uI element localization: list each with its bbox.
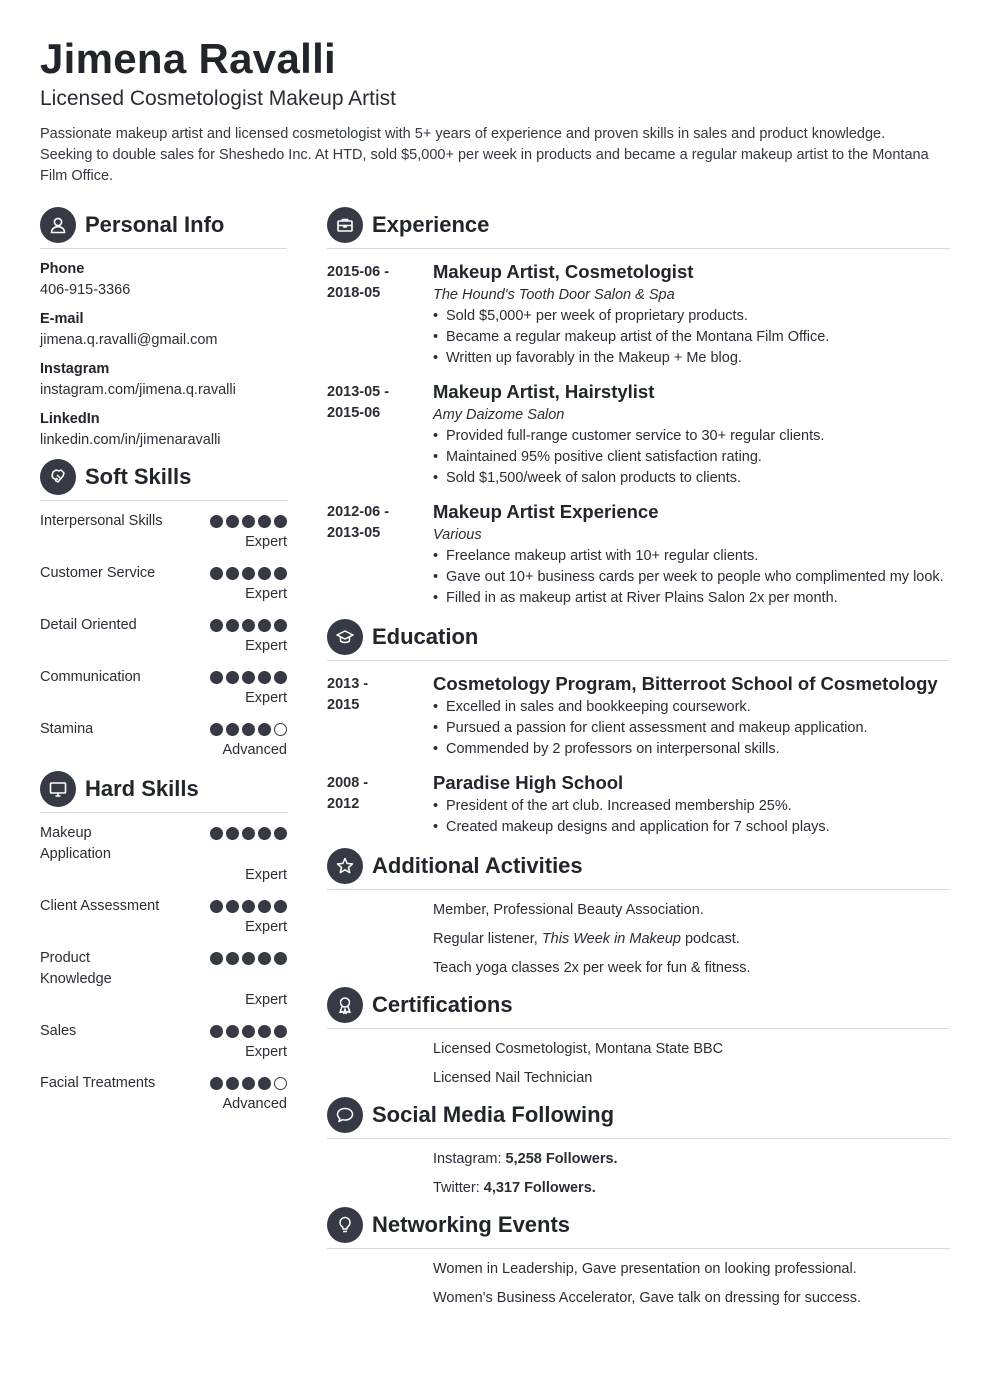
entry-date xyxy=(327,770,433,838)
experience-section xyxy=(327,207,950,609)
entry-title: Paradise High School xyxy=(433,772,624,793)
social-item xyxy=(433,1149,950,1170)
skill-name: Customer Service xyxy=(40,565,156,581)
section-title: Social Media Following xyxy=(372,1101,615,1127)
rating-dot-filled xyxy=(242,619,255,632)
graduation-cap-icon xyxy=(327,619,363,655)
bullet-item: • President of the art club. Increased membership 25%. xyxy=(433,796,950,817)
bullet-list xyxy=(433,796,950,838)
skill-rating xyxy=(210,515,287,528)
entry-date xyxy=(327,259,433,369)
rating-dot-filled xyxy=(258,1025,271,1038)
rating-dot-filled xyxy=(242,515,255,528)
networking-item: Women in Leadership, Gave presentation on looking professional. xyxy=(433,1261,857,1277)
skill-name: Detail Oriented xyxy=(40,617,137,633)
section-header xyxy=(327,987,950,1029)
activity-text: Teach yoga classes 2x per week for fun & fitness. xyxy=(433,960,751,976)
rating-dot-filled xyxy=(258,619,271,632)
section-title: Hard Skills xyxy=(85,775,199,801)
section-header xyxy=(40,459,287,501)
date-end: 2015 xyxy=(327,697,360,713)
activity-item xyxy=(433,929,950,950)
rating-dot-filled xyxy=(226,515,239,528)
info-label: LinkedIn xyxy=(40,411,100,427)
summary: Passionate makeup artist and licensed cosmetologist with 5+ years of experience and proven skills in sales and product knowledge. Seeking to double sales for Sheshedo Inc. At HTD, sold $5,000+ per week in products and became a regular makeup artist to the Montana Film Office. xyxy=(40,126,929,184)
bullet-list xyxy=(433,306,950,369)
skill-item xyxy=(40,948,287,1011)
lightbulb-icon xyxy=(327,1207,363,1243)
rating-dot-filled xyxy=(258,1077,271,1090)
skill-name: Communication xyxy=(40,669,141,685)
skill-level: Expert xyxy=(245,919,287,935)
entry-body xyxy=(433,499,950,609)
bullet-item: • Commended by 2 professors on interpersonal skills. xyxy=(433,739,950,760)
skill-level: Expert xyxy=(245,867,287,883)
candidate-name: Jimena Ravalli xyxy=(40,35,337,82)
rating-dot-filled xyxy=(210,671,223,684)
experience-entry xyxy=(327,379,950,489)
rating-dot-filled xyxy=(226,723,239,736)
skill-rating xyxy=(210,952,287,965)
rating-dot-empty xyxy=(274,1077,287,1090)
bullet-list xyxy=(433,426,950,489)
skill-name: Interpersonal Skills xyxy=(40,513,163,529)
rating-dot-filled xyxy=(258,900,271,913)
certification-item: Licensed Nail Technician xyxy=(433,1070,593,1086)
skill-rating xyxy=(210,723,287,736)
bullet-list xyxy=(433,546,950,609)
section-header xyxy=(327,1097,950,1139)
info-value: instagram.com/jimena.q.ravalli xyxy=(40,382,236,398)
section-title: Personal Info xyxy=(85,211,225,237)
entry-title: Cosmetology Program, Bitterroot School of Cosmetology xyxy=(433,673,938,694)
skill-level: Expert xyxy=(245,1044,287,1060)
date-end: 2018-05 xyxy=(327,285,381,301)
skill-name: Client Assessment xyxy=(40,898,160,914)
skill-level: Expert xyxy=(245,638,287,654)
right-column xyxy=(327,207,950,1317)
social-item xyxy=(433,1178,950,1199)
entry-date xyxy=(327,499,433,609)
section-title: Soft Skills xyxy=(85,463,192,489)
section-header xyxy=(40,207,287,249)
bullet-item: • Written up favorably in the Makeup + Me blog. xyxy=(433,348,950,369)
bullet-list xyxy=(433,697,950,760)
rating-dot-filled xyxy=(258,671,271,684)
rating-dot-filled xyxy=(226,567,239,580)
skill-name: Stamina xyxy=(40,721,94,737)
skill-rating xyxy=(210,827,287,840)
skill-level: Advanced xyxy=(222,1096,287,1112)
education-section xyxy=(327,619,950,838)
activity-text: Member, Professional Beauty Association. xyxy=(433,902,704,918)
rating-dot-filled xyxy=(210,952,223,965)
skill-item xyxy=(40,667,287,709)
skill-level: Advanced xyxy=(222,742,287,758)
skill-item xyxy=(40,615,287,657)
rating-dot-filled xyxy=(274,671,287,684)
rating-dot-filled xyxy=(274,567,287,580)
skill-name: Facial Treatments xyxy=(40,1075,156,1091)
social-platform: Twitter: xyxy=(433,1180,484,1196)
entry-body xyxy=(433,379,950,489)
date-end: 2012 xyxy=(327,796,360,812)
handshake-icon xyxy=(40,459,76,495)
rating-dot-filled xyxy=(258,723,271,736)
skill-level: Expert xyxy=(245,534,287,550)
section-header xyxy=(327,1207,950,1249)
skill-item xyxy=(40,896,287,938)
rating-dot-filled xyxy=(258,952,271,965)
skill-level: Expert xyxy=(245,690,287,706)
rating-dot-filled xyxy=(210,900,223,913)
date-start: 2012-06 - xyxy=(327,504,390,520)
skill-item xyxy=(40,511,287,553)
left-column xyxy=(40,207,287,1125)
activity-text-tail: podcast. xyxy=(680,931,740,947)
bullet-item: • Sold $1,500/week of salon products to clients. xyxy=(433,468,950,489)
skill-name: Sales xyxy=(40,1023,77,1039)
social-followers: 4,317 Followers. xyxy=(483,1180,596,1196)
skill-rating xyxy=(210,1025,287,1038)
bullet-item: • Sold $5,000+ per week of proprietary products. xyxy=(433,306,950,327)
rating-dot-filled xyxy=(226,1077,239,1090)
rating-dot-filled xyxy=(210,827,223,840)
entry-title: Makeup Artist, Cosmetologist xyxy=(433,261,694,282)
experience-entry xyxy=(327,499,950,609)
certification-item: Licensed Cosmetologist, Montana State BBC xyxy=(433,1041,724,1057)
info-value: 406-915-3366 xyxy=(40,282,131,298)
date-start: 2008 - xyxy=(327,775,369,791)
networking-item: Women's Business Accelerator, Gave talk on dressing for success. xyxy=(433,1290,862,1306)
social-platform: Instagram: xyxy=(433,1151,506,1167)
section-header xyxy=(327,848,950,890)
date-start: 2015-06 - xyxy=(327,264,390,280)
rating-dot-filled xyxy=(210,1077,223,1090)
skill-level: Expert xyxy=(245,586,287,602)
rating-dot-filled xyxy=(258,827,271,840)
rating-dot-filled xyxy=(226,671,239,684)
date-end: 2013-05 xyxy=(327,525,381,541)
rating-dot-filled xyxy=(210,515,223,528)
networking-section xyxy=(327,1207,950,1309)
section-title: Networking Events xyxy=(372,1211,571,1237)
award-ribbon-icon xyxy=(327,987,363,1023)
rating-dot-filled xyxy=(258,515,271,528)
section-header xyxy=(40,771,287,813)
section-title: Experience xyxy=(372,211,490,237)
skill-rating xyxy=(210,900,287,913)
rating-dot-filled xyxy=(242,1077,255,1090)
section-header xyxy=(327,619,950,661)
candidate-title: Licensed Cosmetologist Makeup Artist xyxy=(40,87,397,110)
skill-rating xyxy=(210,567,287,580)
date-start: 2013 - xyxy=(327,676,369,692)
skill-item xyxy=(40,1021,287,1063)
bullet-item: • Pursued a passion for client assessment and makeup application. xyxy=(433,718,950,739)
rating-dot-filled xyxy=(242,671,255,684)
rating-dot-filled xyxy=(274,952,287,965)
entry-date xyxy=(327,671,433,760)
bullet-item: • Excelled in sales and bookkeeping coursework. xyxy=(433,697,950,718)
skill-item xyxy=(40,823,287,886)
star-icon xyxy=(327,848,363,884)
skill-item xyxy=(40,719,287,761)
rating-dot-filled xyxy=(242,952,255,965)
rating-dot-filled xyxy=(226,900,239,913)
personal-info-section xyxy=(40,207,287,451)
speech-bubble-icon xyxy=(327,1097,363,1133)
rating-dot-filled xyxy=(274,1025,287,1038)
rating-dot-filled xyxy=(210,723,223,736)
entry-organization: The Hound's Tooth Door Salon & Spa xyxy=(433,287,675,303)
rating-dot-filled xyxy=(210,1025,223,1038)
section-title: Certifications xyxy=(372,991,513,1017)
bullet-item: • Created makeup designs and application for 7 school plays. xyxy=(433,817,950,838)
entry-organization: Various xyxy=(433,527,482,543)
skill-item xyxy=(40,563,287,605)
rating-dot-filled xyxy=(226,619,239,632)
soft-skills-section xyxy=(40,459,287,761)
hard-skills-section xyxy=(40,771,287,1115)
bullet-item: • Gave out 10+ business cards per week to people who complimented my look. xyxy=(433,567,950,588)
date-start: 2013-05 - xyxy=(327,384,390,400)
skill-name: Product Knowledge xyxy=(40,950,112,987)
rating-dot-filled xyxy=(242,723,255,736)
education-entry xyxy=(327,770,950,838)
activities-section xyxy=(327,848,950,979)
rating-dot-filled xyxy=(242,827,255,840)
skill-level: Expert xyxy=(245,992,287,1008)
skill-name: Makeup Application xyxy=(40,825,111,862)
rating-dot-empty xyxy=(274,723,287,736)
experience-entry xyxy=(327,259,950,369)
rating-dot-filled xyxy=(242,1025,255,1038)
monitor-icon xyxy=(40,771,76,807)
rating-dot-filled xyxy=(226,1025,239,1038)
person-icon xyxy=(40,207,76,243)
entry-title: Makeup Artist Experience xyxy=(433,501,659,522)
social-followers: 5,258 Followers. xyxy=(505,1151,618,1167)
certifications-section xyxy=(327,987,950,1089)
rating-dot-filled xyxy=(242,900,255,913)
activity-emphasis: This Week in Makeup xyxy=(541,931,681,947)
skill-rating xyxy=(210,671,287,684)
section-title: Additional Activities xyxy=(372,852,583,878)
entry-body xyxy=(433,671,950,760)
entry-title: Makeup Artist, Hairstylist xyxy=(433,381,655,402)
info-value: linkedin.com/in/jimenaravalli xyxy=(40,432,221,448)
skill-rating xyxy=(210,619,287,632)
bullet-item: • Provided full-range customer service to 30+ regular clients. xyxy=(433,426,950,447)
rating-dot-filled xyxy=(274,515,287,528)
rating-dot-filled xyxy=(210,619,223,632)
entry-organization: Amy Daizome Salon xyxy=(433,407,565,423)
education-entry xyxy=(327,671,950,760)
rating-dot-filled xyxy=(210,567,223,580)
rating-dot-filled xyxy=(242,567,255,580)
activity-text: Regular listener, xyxy=(433,931,542,947)
rating-dot-filled xyxy=(274,827,287,840)
date-end: 2015-06 xyxy=(327,405,381,421)
entry-body xyxy=(433,259,950,369)
bullet-item: • Became a regular makeup artist of the Montana Film Office. xyxy=(433,327,950,348)
info-label: E-mail xyxy=(40,311,84,327)
rating-dot-filled xyxy=(274,900,287,913)
activity-item xyxy=(433,900,950,921)
bullet-item: • Freelance makeup artist with 10+ regular clients. xyxy=(433,546,950,567)
bullet-item: • Maintained 95% positive client satisfaction rating. xyxy=(433,447,950,468)
skill-rating xyxy=(210,1077,287,1090)
rating-dot-filled xyxy=(274,619,287,632)
info-value: jimena.q.ravalli@gmail.com xyxy=(40,332,218,348)
section-title: Education xyxy=(372,623,479,649)
social-section xyxy=(327,1097,950,1199)
section-header xyxy=(327,207,950,249)
briefcase-icon xyxy=(327,207,363,243)
bullet-item: • Filled in as makeup artist at River Plains Salon 2x per month. xyxy=(433,588,950,609)
entry-body xyxy=(433,770,950,838)
info-label: Phone xyxy=(40,261,85,277)
entry-date xyxy=(327,379,433,489)
rating-dot-filled xyxy=(258,567,271,580)
rating-dot-filled xyxy=(226,952,239,965)
info-label: Instagram xyxy=(40,361,110,377)
skill-item xyxy=(40,1073,287,1115)
activity-item xyxy=(433,958,950,979)
rating-dot-filled xyxy=(226,827,239,840)
